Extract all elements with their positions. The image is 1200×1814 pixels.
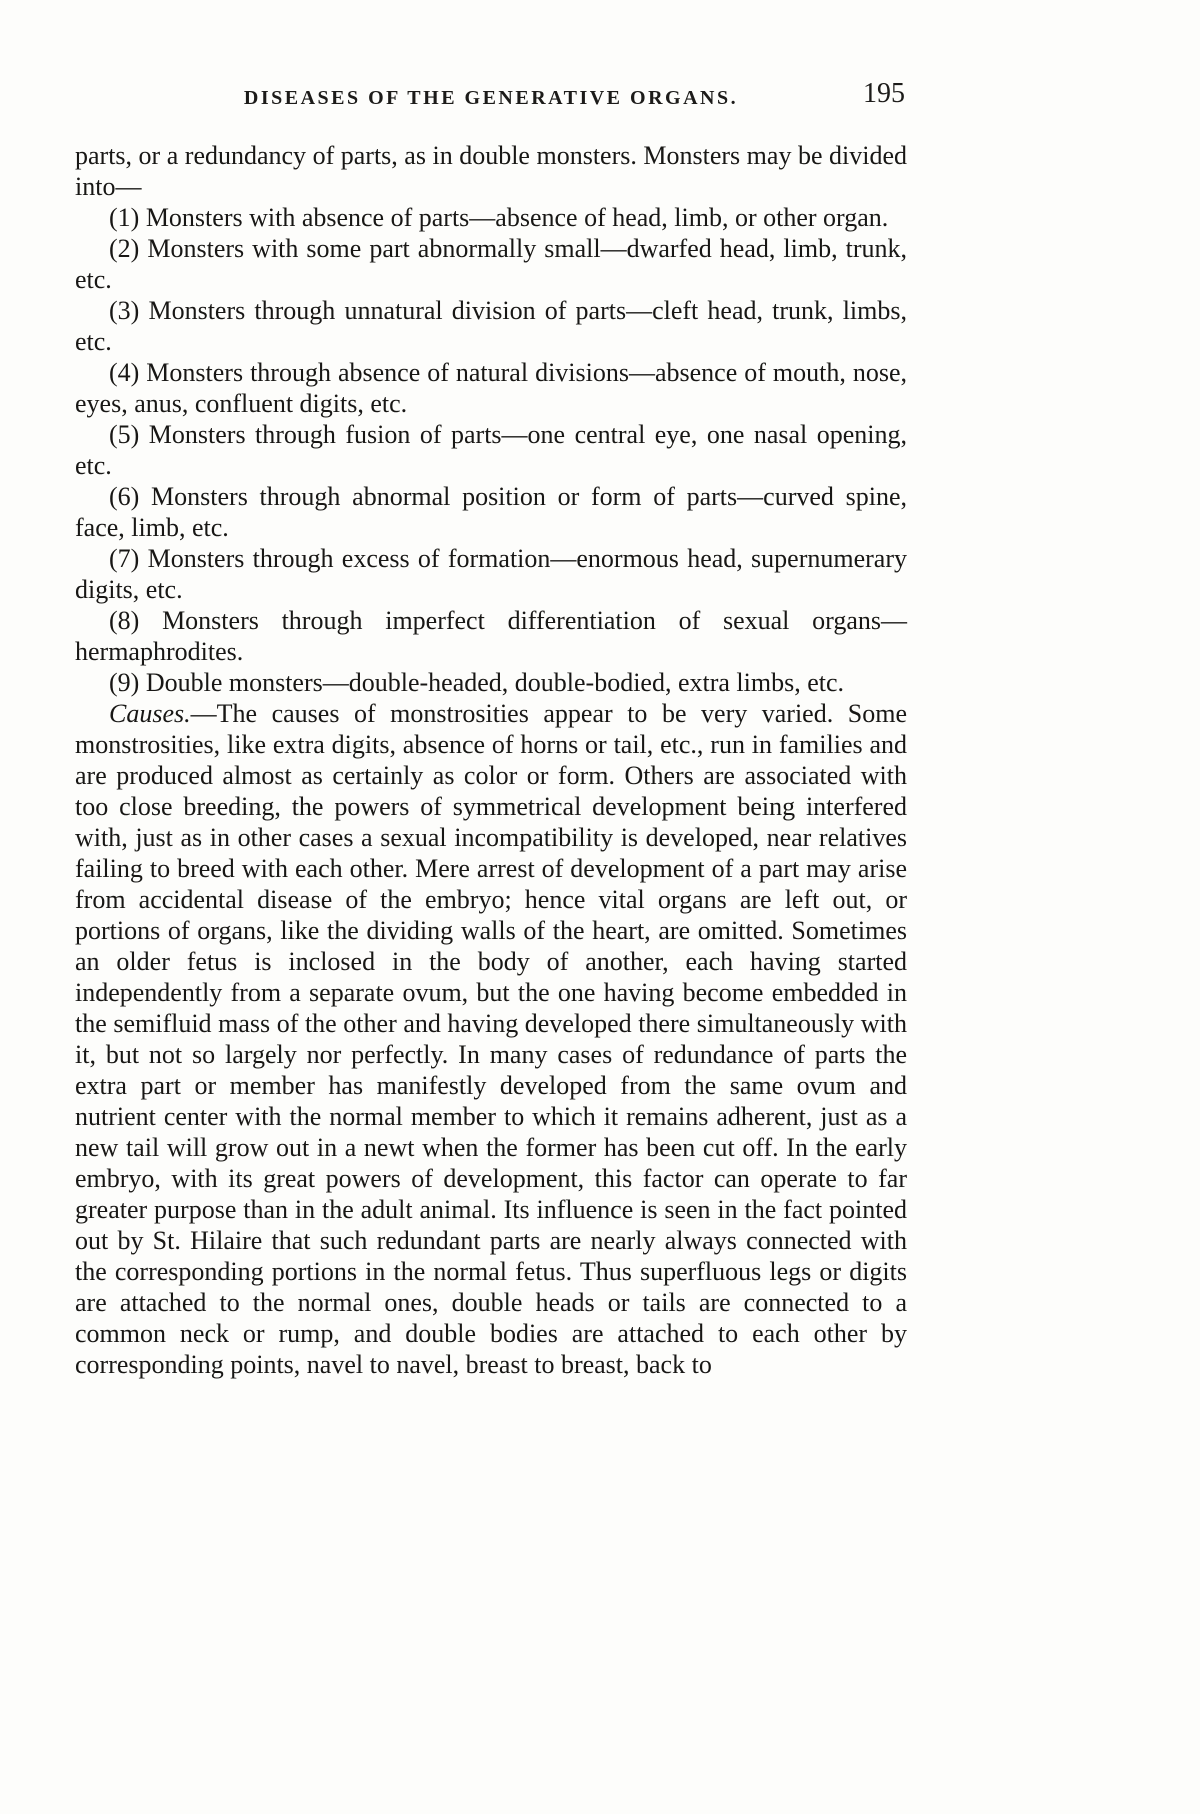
paragraph-causes-text: —The causes of monstrosities appear to be very varied. Some monstrosities, like extra digits, absence of horns or tail, etc., run in families and are produced almost as certainly as color or form. Others are associated with too close breeding, the powers of symmetrical development being interfered with, just as in other cases a sexual incompatibility is developed, near relatives failing to breed with each other. Mere arrest of development of a part may arise from accidental disease of the embryo; hence vital organs are left out, or portions of organs, like the dividing walls of the heart, are omitted. Sometimes an older fetus is inclosed in the body of another, each having started independently from a separate ovum, but the one having become embedded in the semifluid mass of the other and having developed there simultaneously with it, but not so largely nor perfectly. In many cases of redundance of parts the extra part or member has manifestly developed from the same ovum and nutrient center with the normal member to which it remains adherent, just as a new tail will grow out in a newt when the former has been cut off. In the early embryo, with its great powers of development, this factor can operate to far greater purpose than in the adult animal. Its influence is seen in the fact pointed out by St. Hilaire that such redundant parts are nearly always connected with the corresponding portions in the normal fetus. Thus superfluous legs or digits are attached to the normal ones, double heads or tails are connected to a common neck or rump, and double bodies are attached to each other by corresponding points, navel to navel, breast to breast, back to (75, 699, 907, 1379)
paragraph-lead-italic: Causes. (109, 699, 191, 728)
paragraph-continuation: parts, or a redundancy of parts, as in double monsters. Monsters may be divided into— (75, 141, 907, 201)
running-title: DISEASES OF THE GENERATIVE ORGANS. (243, 87, 739, 109)
paragraph-list-item-8: (8) Monsters through imperfect differentiation of sexual organs—hermaphrodites. (75, 606, 907, 666)
body-text (75, 140, 907, 1380)
page-content (75, 78, 907, 1380)
paragraph-list-item-1: (1) Monsters with absence of parts—absence of head, limb, or other organ. (109, 203, 889, 232)
page-number: 195 (863, 78, 905, 109)
page-header (75, 78, 907, 116)
paragraph-list-item-4: (4) Monsters through absence of natural divisions—absence of mouth, nose, eyes, anus, confluent digits, etc. (75, 358, 907, 418)
paragraph-causes (75, 698, 907, 1380)
paragraph-list-item-7: (7) Monsters through excess of formation—enormous head, supernumerary digits, etc. (75, 544, 907, 604)
paragraph-list-item-6: (6) Monsters through abnormal position or form of parts—curved spine, face, limb, etc. (75, 482, 907, 542)
paragraph-list-item-3: (3) Monsters through unnatural division of parts—cleft head, trunk, limbs, etc. (75, 296, 907, 356)
paragraph-list-item-5: (5) Monsters through fusion of parts—one central eye, one nasal opening, etc. (75, 420, 907, 480)
paragraph-list-item-9: (9) Double monsters—double-headed, double-bodied, extra limbs, etc. (109, 668, 845, 697)
paragraph-list-item-2: (2) Monsters with some part abnormally small—dwarfed head, limb, trunk, etc. (75, 234, 907, 294)
